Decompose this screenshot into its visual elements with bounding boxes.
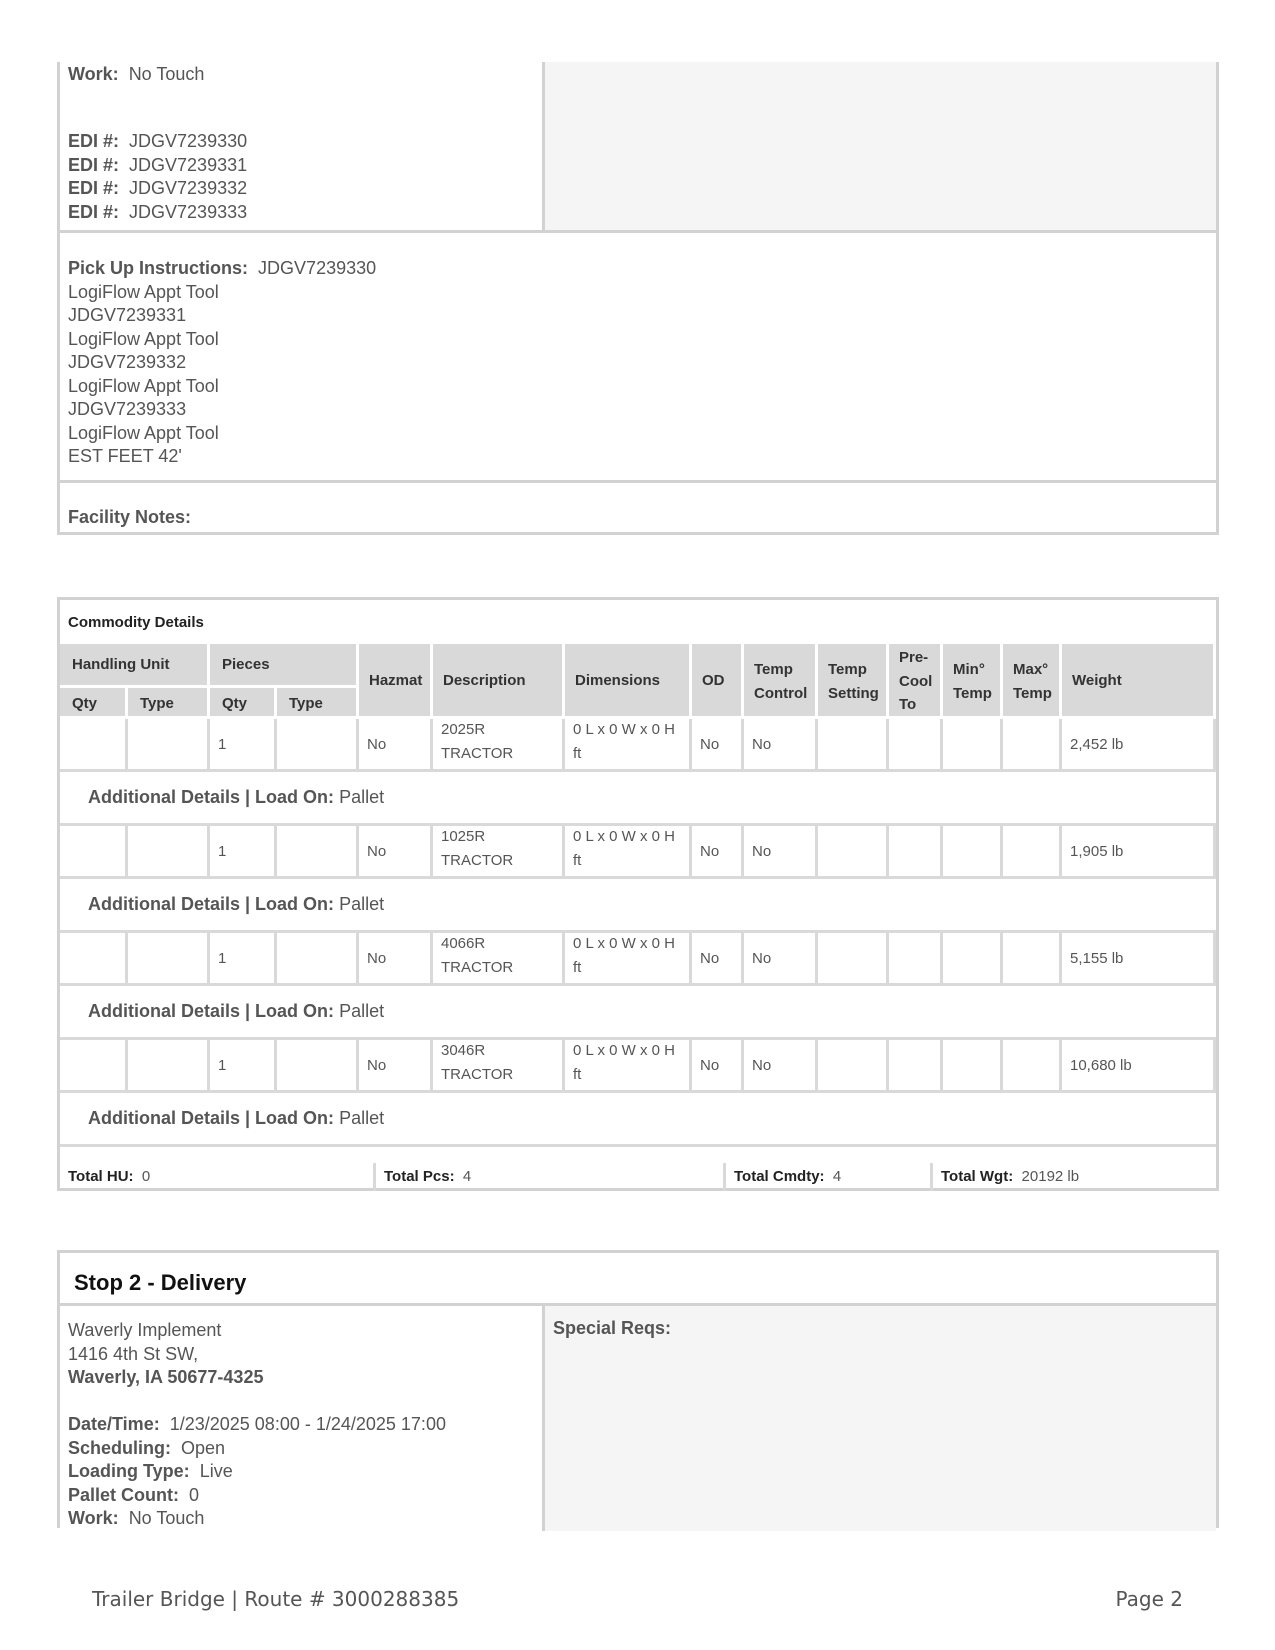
cell-pieces-qty: 1 (210, 719, 277, 772)
cell-weight: 2,452 lb (1062, 719, 1216, 772)
header-temp-setting: Temp Setting (818, 644, 889, 719)
table-cell (1003, 1040, 1062, 1093)
table-cell (128, 1040, 210, 1093)
total-wgt: Total Wgt: 20192 lb (941, 1168, 1080, 1185)
cell-temp-control: No (744, 933, 818, 986)
table-cell (818, 1040, 889, 1093)
table-cell (818, 719, 889, 772)
stop-2-title: Stop 2 - Delivery (74, 1270, 247, 1295)
table-cell (889, 826, 943, 879)
stop-2-scheduling: Scheduling: Open (68, 1437, 226, 1458)
cell-description: 4066R TRACTOR (433, 933, 565, 986)
header-hu-qty: Qty (60, 688, 128, 719)
edi-list (68, 130, 247, 224)
header-pre-cool: Pre-Cool To (889, 644, 943, 719)
header-temp-control: Temp Control (744, 644, 818, 719)
stop-2-address (68, 1319, 446, 1531)
cell-weight: 5,155 lb (1062, 933, 1216, 986)
header-max-temp: Max° Temp (1003, 644, 1062, 719)
cell-temp-control: No (744, 719, 818, 772)
header-hazmat: Hazmat (359, 644, 433, 719)
table-cell (1003, 719, 1062, 772)
cell-hazmat: No (359, 719, 433, 772)
table-cell (60, 826, 128, 879)
cell-pieces-qty: 1 (210, 933, 277, 986)
table-cell (277, 1040, 359, 1093)
table-cell (889, 719, 943, 772)
additional-details-row: Additional Details | Load On: Pallet (60, 879, 1216, 933)
table-cell (1003, 933, 1062, 986)
stop-2-work: Work: No Touch (68, 1508, 205, 1528)
stop-2-pallet-count: Pallet Count: 0 (68, 1484, 200, 1505)
cell-description: 1025R TRACTOR (433, 826, 565, 879)
table-cell (943, 826, 1003, 879)
header-handling-unit: Handling Unit (60, 644, 210, 688)
work-line: Work: No Touch (68, 64, 205, 84)
header-description: Description (433, 644, 565, 719)
divider (60, 230, 1216, 233)
cell-weight: 1,905 lb (1062, 826, 1216, 879)
header-pieces-type: Type (277, 688, 359, 719)
table-cell (128, 933, 210, 986)
additional-details-row: Additional Details | Load On: Pallet (60, 986, 1216, 1040)
total-pcs: Total Pcs: 4 (376, 1163, 726, 1191)
header-pieces: Pieces (210, 644, 359, 688)
table-cell (128, 719, 210, 772)
table-cell (60, 1040, 128, 1093)
header-weight: Weight (1062, 644, 1216, 719)
stop-2-datetime: Date/Time: 1/23/2025 08:00 - 1/24/2025 17:00 (68, 1414, 446, 1434)
table-cell (128, 826, 210, 879)
footer-page-number: Page 2 (1115, 1587, 1183, 1611)
additional-details-row: Additional Details | Load On: Pallet (60, 1093, 1216, 1147)
cell-hazmat: No (359, 826, 433, 879)
cell-temp-control: No (744, 826, 818, 879)
cell-od: No (692, 719, 744, 772)
cell-pieces-qty: 1 (210, 1040, 277, 1093)
table-cell (277, 933, 359, 986)
edi-line: EDI #: JDGV7239332 (68, 178, 248, 198)
total-cmdty: Total Cmdty: 4 (726, 1163, 933, 1191)
table-cell (943, 1040, 1003, 1093)
cell-dimensions: 0 L x 0 W x 0 H ft (565, 933, 692, 986)
cell-od: No (692, 1040, 744, 1093)
table-cell (818, 826, 889, 879)
header-hu-type: Type (128, 688, 210, 719)
table-cell (277, 826, 359, 879)
table-cell (943, 719, 1003, 772)
stop-2-name: Waverly Implement (68, 1320, 222, 1340)
cell-hazmat: No (359, 1040, 433, 1093)
cell-od: No (692, 933, 744, 986)
stop-2-street: 1416 4th St SW, (68, 1343, 199, 1364)
divider (60, 480, 1216, 483)
edi-line: EDI #: JDGV7239331 (68, 154, 248, 175)
cell-pieces-qty: 1 (210, 826, 277, 879)
special-reqs-label: Special Reqs: (553, 1318, 672, 1338)
header-pieces-qty: Qty (210, 688, 277, 719)
cell-dimensions: 0 L x 0 W x 0 H ft (565, 719, 692, 772)
table-cell (60, 719, 128, 772)
stop-1-details (57, 62, 1219, 535)
footer-route: Trailer Bridge | Route # 3000288385 (92, 1587, 460, 1611)
commodity-title: Commodity Details (68, 614, 204, 631)
cell-weight: 10,680 lb (1062, 1040, 1216, 1093)
cell-temp-control: No (744, 1040, 818, 1093)
cell-dimensions: 0 L x 0 W x 0 H ft (565, 1040, 692, 1093)
stop-2-special-reqs (542, 1306, 1216, 1531)
table-cell (818, 933, 889, 986)
cell-dimensions: 0 L x 0 W x 0 H ft (565, 826, 692, 879)
stop-2-delivery (57, 1250, 1219, 1528)
table-cell (60, 933, 128, 986)
cell-description: 2025R TRACTOR (433, 719, 565, 772)
table-cell (889, 1040, 943, 1093)
stop-2-city: Waverly, IA 50677-4325 (68, 1367, 264, 1387)
header-dimensions: Dimensions (565, 644, 692, 719)
table-cell (943, 933, 1003, 986)
commodity-details (57, 597, 1219, 1191)
cell-description: 3046R TRACTOR (433, 1040, 565, 1093)
stop-1-info-right (542, 62, 1216, 230)
cell-hazmat: No (359, 933, 433, 986)
stop-2-loading-type: Loading Type: Live (68, 1461, 233, 1481)
total-hu: Total HU: 0 (60, 1163, 376, 1191)
table-cell (1003, 826, 1062, 879)
table-cell (277, 719, 359, 772)
edi-line: EDI #: JDGV7239330 (68, 131, 248, 151)
stop-1-info-left (60, 62, 542, 230)
table-cell (889, 933, 943, 986)
header-od: OD (692, 644, 744, 719)
header-min-temp: Min° Temp (943, 644, 1003, 719)
edi-line: EDI #: JDGV7239333 (68, 201, 248, 222)
pickup-instructions: Pick Up Instructions: JDGV7239330 LogiFlow Appt Tool JDGV7239331 LogiFlow Appt Tool JDGV7239332 LogiFlow Appt Tool JDGV7239333 LogiFlow Appt Tool EST FEET 42' (68, 258, 377, 466)
additional-details-row: Additional Details | Load On: Pallet (60, 772, 1216, 826)
facility-notes: Facility Notes: (68, 507, 192, 527)
cell-od: No (692, 826, 744, 879)
